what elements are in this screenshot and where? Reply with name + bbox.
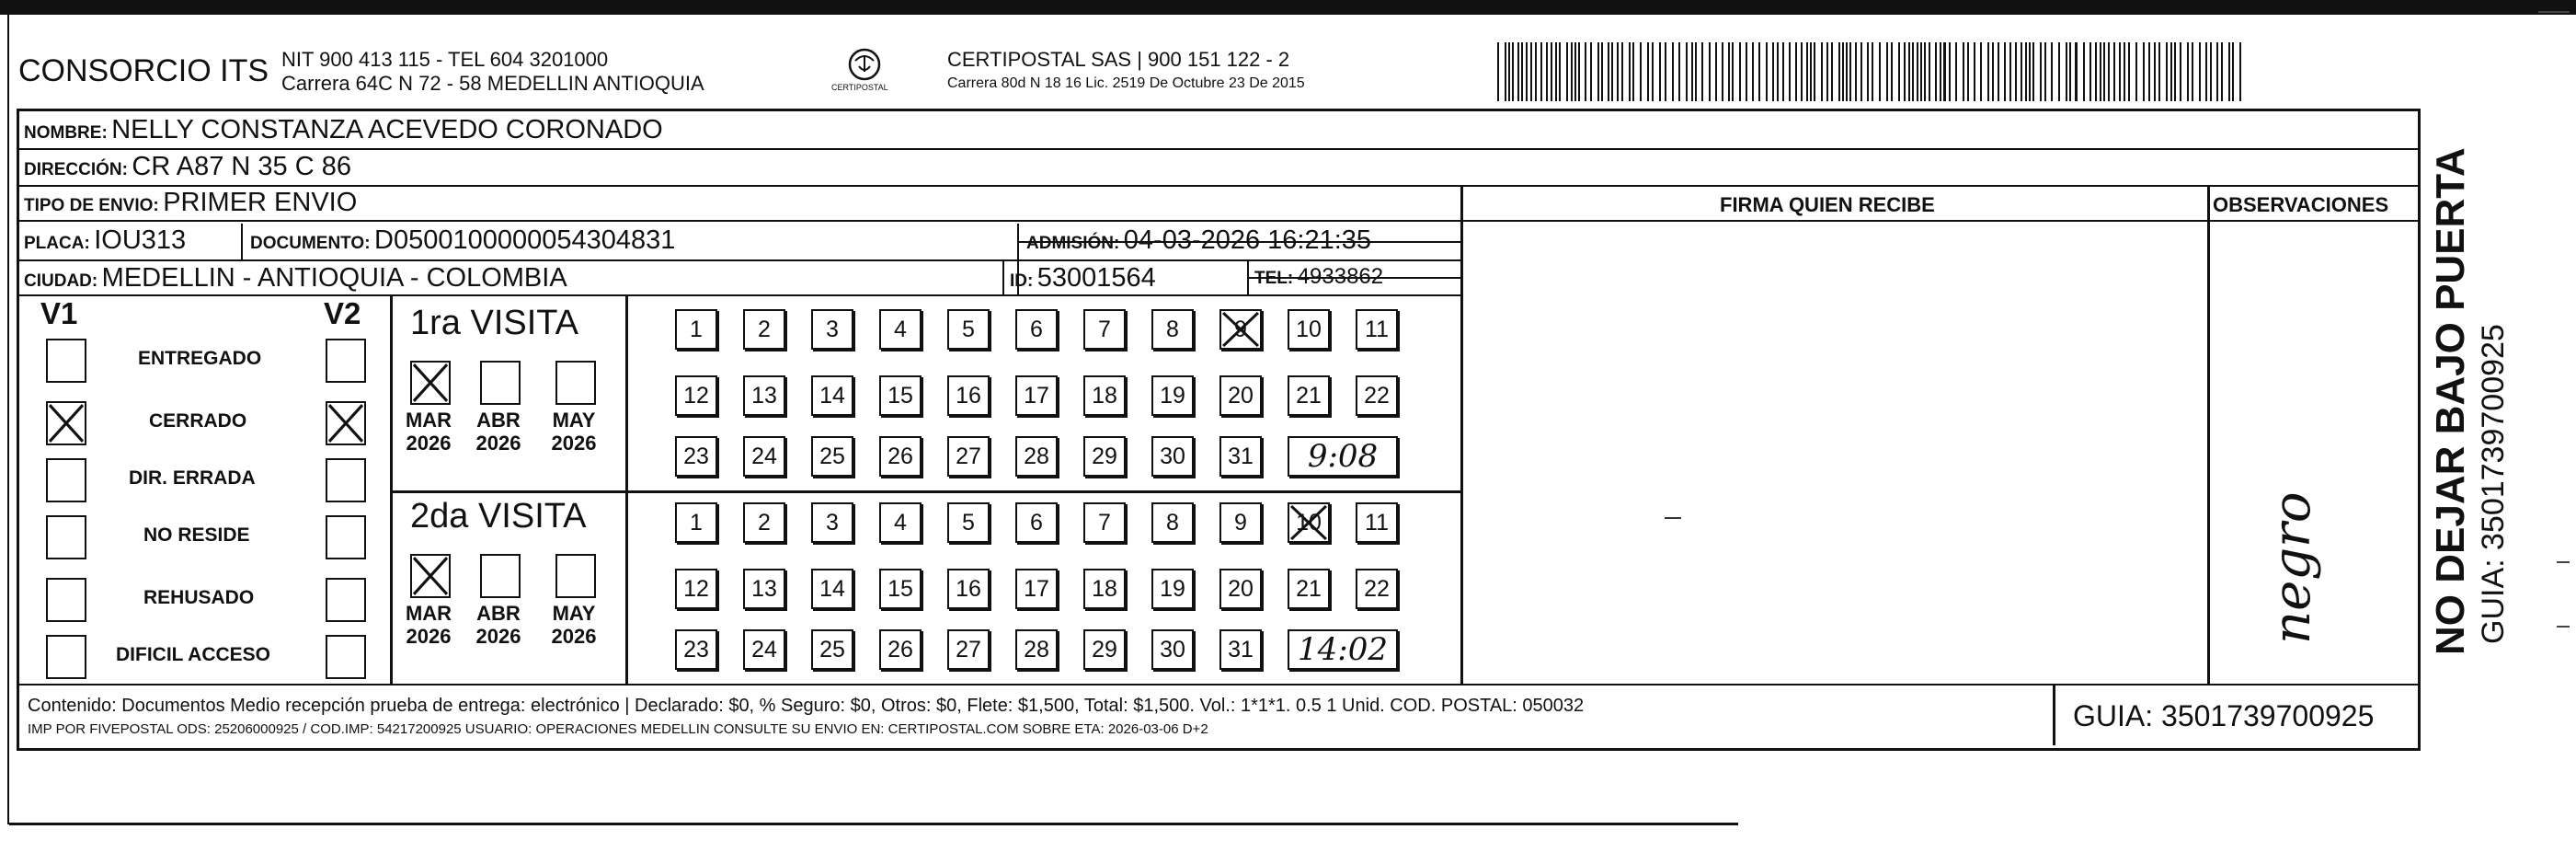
month-year: 2026 bbox=[406, 625, 452, 648]
placa-label: PLACA: bbox=[24, 234, 90, 253]
tel-row bbox=[1254, 264, 1383, 290]
day-box[interactable]: 17 bbox=[1015, 375, 1058, 416]
check-mark-icon bbox=[412, 556, 449, 596]
day-box[interactable]: 31 bbox=[1219, 629, 1262, 670]
day-box[interactable]: 6 bbox=[1015, 502, 1058, 543]
guide-frame bbox=[17, 109, 2421, 751]
day-box[interactable]: 16 bbox=[947, 375, 990, 416]
month-checkbox[interactable] bbox=[410, 361, 451, 405]
day-box[interactable]: 22 bbox=[1356, 569, 1398, 609]
day-box[interactable]: 4 bbox=[879, 309, 922, 350]
month-name: MAR bbox=[405, 602, 452, 625]
observacion-handwritten: negro bbox=[2262, 491, 2322, 644]
footer-contenido: Contenido: Documentos Medio recepción prueba de entrega: electrónico | Declarado: $0, % Seguro: $0, Otros: $0, Flete: $1,500, Total: $1,500. Vol.: 1*1*1. 0.5 1 Unid. COD. POSTAL: 050032 bbox=[28, 696, 1585, 716]
month-year: 2026 bbox=[551, 625, 597, 648]
admision-value: 04-03-2026 16:21:35 bbox=[1123, 225, 1372, 255]
day-box[interactable]: 21 bbox=[1288, 569, 1330, 609]
v1-checkbox[interactable] bbox=[46, 578, 86, 622]
day-box[interactable]: 13 bbox=[743, 375, 785, 416]
id-row bbox=[1010, 263, 1156, 294]
day-box[interactable]: 20 bbox=[1219, 569, 1262, 609]
month-year: 2026 bbox=[475, 432, 521, 455]
side-guia: GUIA: 3501739700925 bbox=[2476, 324, 2511, 644]
day-box[interactable]: 31 bbox=[1219, 436, 1262, 477]
month-year: 2026 bbox=[551, 432, 597, 455]
day-box[interactable]: 10 bbox=[1288, 502, 1330, 543]
divider bbox=[17, 684, 2418, 685]
divider bbox=[2207, 220, 2418, 222]
barcode bbox=[1497, 42, 2248, 101]
status-label: DIR. ERRADA bbox=[129, 467, 256, 489]
check-mark-icon bbox=[1289, 504, 1328, 541]
nombre-label: NOMBRE: bbox=[24, 123, 108, 143]
day-box[interactable]: 27 bbox=[947, 629, 990, 670]
v1-checkbox[interactable] bbox=[46, 515, 86, 559]
visit1-title: 1ra VISITA bbox=[410, 304, 579, 342]
side-warning: NO DEJAR BAJO PUERTA bbox=[2428, 147, 2473, 655]
day-box[interactable]: 15 bbox=[879, 569, 922, 609]
address-line: Carrera 64C N 72 - 58 MEDELLIN ANTIOQUIA bbox=[281, 72, 704, 95]
divider bbox=[1247, 261, 1249, 296]
v1-checkbox[interactable] bbox=[46, 339, 86, 383]
divider bbox=[17, 294, 1462, 296]
check-mark-icon bbox=[48, 403, 85, 444]
documento-label: DOCUMENTO: bbox=[250, 234, 371, 253]
divider bbox=[2053, 684, 2055, 745]
v1-header: V1 bbox=[40, 296, 78, 330]
month-name: MAR bbox=[405, 409, 452, 432]
month-year: 2026 bbox=[406, 432, 452, 455]
ciudad-value: MEDELLIN - ANTIOQUIA - COLOMBIA bbox=[101, 263, 567, 293]
id-value: 53001564 bbox=[1036, 263, 1156, 293]
month-label bbox=[546, 602, 601, 648]
logo-text: CERTIPOSTAL bbox=[831, 83, 888, 92]
day-box[interactable]: 8 bbox=[1151, 502, 1194, 543]
day-box[interactable]: 18 bbox=[1083, 375, 1126, 416]
observaciones-header: OBSERVACIONES bbox=[2213, 193, 2389, 216]
divider bbox=[17, 185, 2418, 187]
company-name: CONSORCIO ITS bbox=[18, 53, 269, 88]
day-box[interactable]: 5 bbox=[947, 309, 990, 350]
placa-value: IOU313 bbox=[94, 225, 187, 255]
day-box[interactable]: 3 bbox=[811, 502, 853, 543]
day-box[interactable]: 2 bbox=[743, 502, 785, 543]
month-checkbox[interactable] bbox=[480, 554, 521, 598]
certipostal-info bbox=[947, 48, 1305, 96]
day-box[interactable]: 30 bbox=[1151, 436, 1194, 477]
tipo-label: TIPO DE ENVIO: bbox=[24, 196, 159, 215]
day-box[interactable]: 14 bbox=[811, 375, 853, 416]
admision-label: ADMISIÓN: bbox=[1026, 234, 1120, 253]
status-label: CERRADO bbox=[149, 410, 247, 432]
v2-header: V2 bbox=[324, 296, 361, 330]
day-box[interactable]: 5 bbox=[947, 502, 990, 543]
certipostal-line: CERTIPOSTAL SAS | 900 151 122 - 2 bbox=[947, 48, 1290, 71]
day-box[interactable]: 22 bbox=[1356, 375, 1398, 416]
top-border bbox=[0, 0, 2576, 15]
status-label: DIFICIL ACCESO bbox=[116, 644, 271, 665]
v2-checkbox[interactable] bbox=[326, 458, 366, 502]
check-mark-icon bbox=[412, 363, 449, 403]
month-checkbox[interactable] bbox=[410, 554, 451, 598]
day-box[interactable]: 25 bbox=[811, 436, 853, 477]
v1-checkbox[interactable] bbox=[46, 635, 86, 679]
day-box[interactable]: 15 bbox=[879, 375, 922, 416]
admision-row bbox=[1026, 225, 1371, 256]
day-box[interactable]: 25 bbox=[811, 629, 853, 670]
day-box[interactable]: 14 bbox=[811, 569, 853, 609]
month-label bbox=[471, 602, 526, 648]
direccion-row bbox=[24, 152, 351, 182]
v2-checkbox[interactable] bbox=[326, 578, 366, 622]
day-box[interactable]: 19 bbox=[1151, 569, 1194, 609]
day-box[interactable]: 9 bbox=[1219, 309, 1262, 350]
left-edge bbox=[7, 15, 9, 824]
divider bbox=[241, 224, 243, 260]
day-box[interactable]: 19 bbox=[1151, 375, 1194, 416]
month-checkbox[interactable] bbox=[480, 361, 521, 405]
v2-checkbox[interactable] bbox=[326, 339, 366, 383]
bottom-edge bbox=[9, 823, 1738, 825]
month-checkbox[interactable] bbox=[555, 361, 596, 405]
month-year: 2026 bbox=[475, 625, 521, 648]
divider bbox=[17, 259, 1462, 261]
check-mark-icon bbox=[327, 403, 364, 444]
v1-checkbox[interactable] bbox=[46, 401, 86, 445]
day-box[interactable]: 10 bbox=[1288, 309, 1330, 350]
month-label bbox=[401, 409, 456, 455]
v1-checkbox[interactable] bbox=[46, 458, 86, 502]
day-box[interactable]: 11 bbox=[1356, 309, 1398, 350]
day-box[interactable]: 7 bbox=[1083, 309, 1126, 350]
visit-hour: 14:02 bbox=[1288, 629, 1398, 670]
check-mark-icon bbox=[1221, 311, 1260, 348]
day-box[interactable]: 26 bbox=[879, 629, 922, 670]
day-box[interactable]: 12 bbox=[675, 569, 717, 609]
month-label bbox=[471, 409, 526, 455]
ciudad-label: CIUDAD: bbox=[24, 271, 98, 291]
day-box[interactable]: 13 bbox=[743, 569, 785, 609]
tel-label: TEL: bbox=[1254, 269, 1294, 288]
divider bbox=[390, 294, 393, 685]
month-name: MAY bbox=[552, 409, 596, 432]
day-box[interactable]: 23 bbox=[675, 629, 717, 670]
footer-imp: IMP POR FIVEPOSTAL ODS: 25206000925 / COD.IMP: 54217200925 USUARIO: OPERACIONES MEDELLIN CONSULTE SU ENVIO EN: CERTIPOSTAL.COM SOBRE ETA: 2026-03-06 D+2 bbox=[28, 721, 1208, 737]
day-box[interactable]: 18 bbox=[1083, 569, 1126, 609]
placa-row bbox=[24, 225, 186, 256]
visit2-title: 2da VISITA bbox=[410, 497, 587, 536]
day-box[interactable]: 27 bbox=[947, 436, 990, 477]
divider bbox=[1460, 185, 1463, 685]
edge-mark bbox=[2538, 11, 2570, 13]
certipostal-logo bbox=[828, 42, 901, 103]
edge-mark bbox=[2557, 561, 2570, 563]
day-box[interactable]: 23 bbox=[675, 436, 717, 477]
status-label: NO RESIDE bbox=[143, 524, 250, 546]
day-box[interactable]: 1 bbox=[675, 309, 717, 350]
nombre-value: NELLY CONSTANZA ACEVEDO CORONADO bbox=[111, 115, 663, 144]
visit-hour: 9:08 bbox=[1288, 436, 1398, 477]
day-box[interactable]: 16 bbox=[947, 569, 990, 609]
v2-checkbox[interactable] bbox=[326, 401, 366, 445]
day-box[interactable]: 21 bbox=[1288, 375, 1330, 416]
certipostal-sub: Carrera 80d N 18 16 Lic. 2519 De Octubre 23 De 2015 bbox=[947, 75, 1305, 91]
documento-value: D0500100000054304831 bbox=[374, 225, 676, 255]
status-label: ENTREGADO bbox=[138, 348, 262, 369]
day-box[interactable]: 24 bbox=[743, 629, 785, 670]
day-box[interactable]: 17 bbox=[1015, 569, 1058, 609]
v2-checkbox[interactable] bbox=[326, 515, 366, 559]
divider bbox=[1002, 261, 1004, 296]
day-box[interactable]: 3 bbox=[811, 309, 853, 350]
month-name: MAY bbox=[552, 602, 596, 625]
tipo-value: PRIMER ENVIO bbox=[163, 188, 358, 217]
day-box[interactable]: 9 bbox=[1219, 502, 1262, 543]
tel-value: 4933862 bbox=[1297, 264, 1384, 289]
v2-checkbox[interactable] bbox=[326, 635, 366, 679]
status-label: REHUSADO bbox=[143, 587, 255, 608]
firma-header: FIRMA QUIEN RECIBE bbox=[1720, 193, 1935, 216]
direccion-value: CR A87 N 35 C 86 bbox=[132, 152, 351, 181]
day-box[interactable]: 24 bbox=[743, 436, 785, 477]
day-box[interactable]: 7 bbox=[1083, 502, 1126, 543]
month-name: ABR bbox=[476, 602, 521, 625]
divider bbox=[390, 490, 1462, 493]
day-box[interactable]: 4 bbox=[879, 502, 922, 543]
documento-row bbox=[250, 225, 675, 256]
month-name: ABR bbox=[476, 409, 521, 432]
nombre-row bbox=[24, 115, 663, 145]
ciudad-row bbox=[24, 263, 567, 294]
day-box[interactable]: 26 bbox=[879, 436, 922, 477]
divider bbox=[625, 294, 628, 685]
tipo-row bbox=[24, 188, 357, 218]
day-box[interactable]: 11 bbox=[1356, 502, 1398, 543]
day-box[interactable]: 12 bbox=[675, 375, 717, 416]
month-label bbox=[546, 409, 601, 455]
divider bbox=[17, 148, 2418, 150]
day-box[interactable]: 6 bbox=[1015, 309, 1058, 350]
divider bbox=[1462, 220, 2209, 222]
day-box[interactable]: 2 bbox=[743, 309, 785, 350]
company-info bbox=[281, 48, 704, 96]
month-label bbox=[401, 602, 456, 648]
day-box[interactable]: 8 bbox=[1151, 309, 1194, 350]
day-box[interactable]: 29 bbox=[1083, 629, 1126, 670]
nit-line: NIT 900 413 115 - TEL 604 3201000 bbox=[281, 48, 609, 71]
guia-number: GUIA: 3501739700925 bbox=[2073, 699, 2375, 732]
day-box[interactable]: 30 bbox=[1151, 629, 1194, 670]
day-box[interactable]: 28 bbox=[1015, 436, 1058, 477]
edge-mark bbox=[2557, 626, 2570, 628]
signature-mark bbox=[1665, 517, 1681, 519]
day-box[interactable]: 28 bbox=[1015, 629, 1058, 670]
month-checkbox[interactable] bbox=[555, 554, 596, 598]
divider bbox=[2207, 185, 2210, 685]
day-box[interactable]: 1 bbox=[675, 502, 717, 543]
day-box[interactable]: 20 bbox=[1219, 375, 1262, 416]
id-label: ID: bbox=[1010, 271, 1034, 291]
day-box[interactable]: 29 bbox=[1083, 436, 1126, 477]
direccion-label: DIRECCIÓN: bbox=[24, 160, 128, 179]
